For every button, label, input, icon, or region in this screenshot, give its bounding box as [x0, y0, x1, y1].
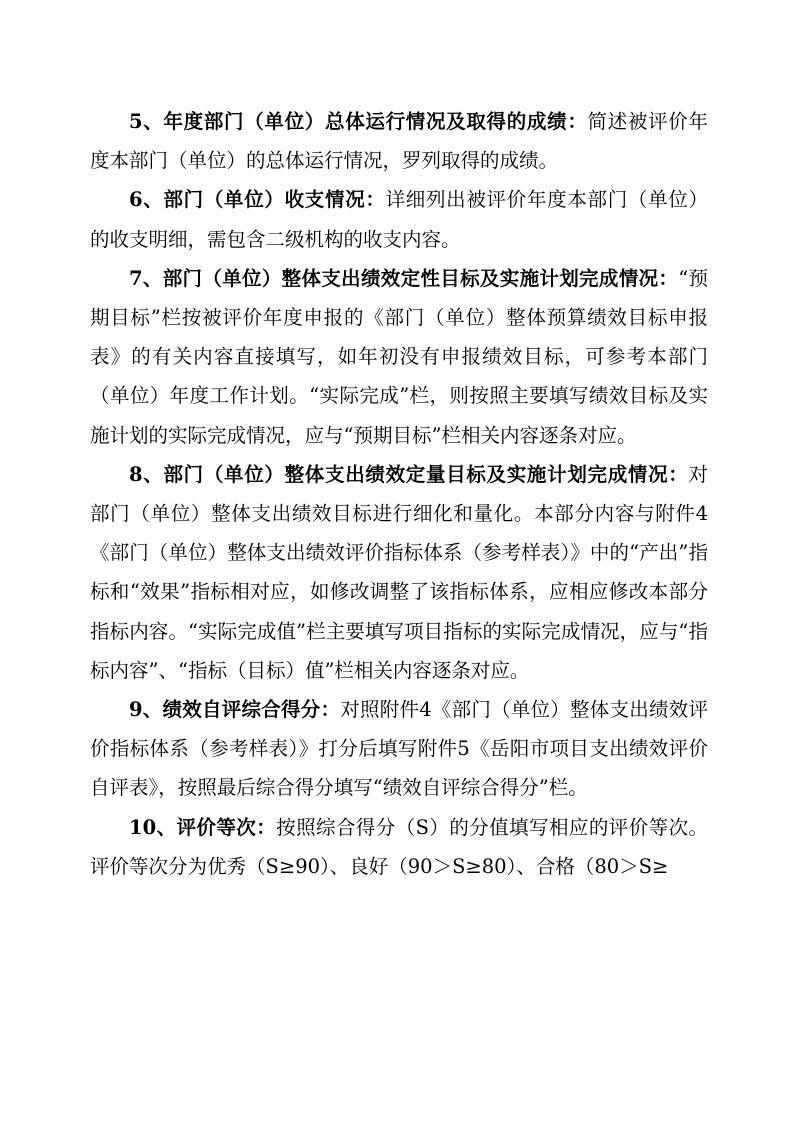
paragraph-item-8 — [90, 455, 708, 690]
document-body — [90, 102, 708, 886]
paragraph-heading: 5、年度部门（单位）总体运行情况及取得的成绩： — [129, 110, 588, 133]
paragraph-heading: 6、部门（单位）收支情况： — [129, 188, 386, 212]
paragraph-item-5 — [90, 102, 708, 180]
paragraph-text: 对部门（单位）整体支出绩效目标进行细化和量化。本部分内容与附件4《部门（单位）整体支出绩效评价指标体系（参考样表）》中的“产出”指标和“效果”指标相对应，如修改调整了该指标体系，应相应修改本部分指标内容。“实际完成值”栏主要填写项目指标的实际完成情况，应与“指标内容”、“指标（目标）值”栏相关内容逐条对应。 — [90, 462, 708, 682]
paragraph-heading: 10、评价等次： — [129, 815, 277, 839]
paragraph-item-9 — [90, 690, 708, 808]
paragraph-text: 简述被评价年度本部门（单位）的总体运行情况，罗列取得的成绩。 — [90, 110, 708, 173]
paragraph-text: 对照附件4《部门（单位）整体支出绩效评价指标体系（参考样表）》打分后填写附件5《岳阳市项目支出绩效评价自评表》，按照最后综合得分填写“绩效自评综合得分”栏。 — [90, 698, 708, 800]
paragraph-text: 详细列出被评价年度本部门（单位）的收支明细，需包含二级机构的收支内容。 — [90, 188, 708, 251]
paragraph-heading: 7、部门（单位）整体支出绩效定性目标及实施计划完成情况： — [129, 266, 679, 290]
paragraph-heading: 8、部门（单位）整体支出绩效定量目标及实施计划完成情况： — [129, 462, 689, 486]
paragraph-item-10 — [90, 808, 708, 886]
paragraph-text: 按照综合得分（S）的分值填写相应的评价等次。评价等次分为优秀（S≥90）、良好（90＞S≥80）、合格（80＞S≥ — [90, 815, 708, 878]
paragraph-item-7 — [90, 259, 708, 455]
paragraph-text: “预期目标”栏按被评价年度申报的《部门（单位）整体预算绩效目标申报表》的有关内容直接填写，如年初没有申报绩效目标，可参考本部门（单位）年度工作计划。“实际完成”栏，则按照主要填写绩效目标及实施计划的实际完成情况，应与“预期目标”栏相关内容逐条对应。 — [90, 266, 708, 447]
paragraph-item-6 — [90, 180, 708, 258]
paragraph-heading: 9、绩效自评综合得分： — [129, 698, 341, 722]
